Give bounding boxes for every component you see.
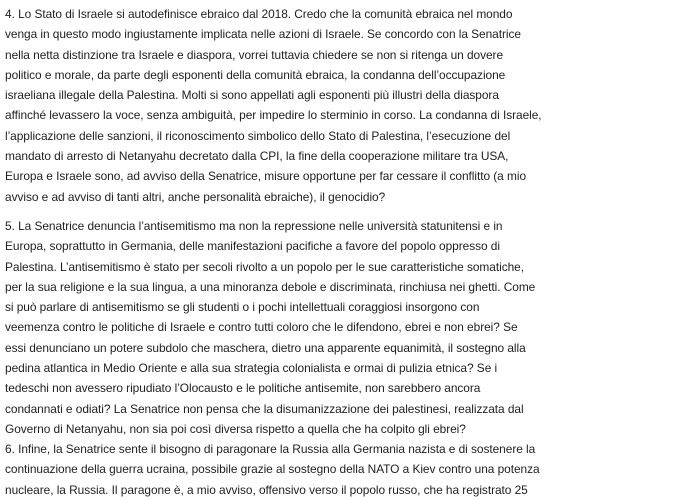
text-line: mandato di arresto di Netanyahu decretato dalla CPI, la fine della cooperazione militare tra USA, [5,149,509,164]
text-line: 5. La Senatrice denuncia l’antisemitismo ma non la repressione nelle università statunitensi e in [5,219,503,233]
paragraph-5 [5,216,677,439]
text-line: per la sua religione e la sua lingua, a una minoranza debole e discriminata, rinchiusa nei ghetti. Come [5,279,536,294]
text-line: nucleare, la Russia. Il paragone è, a mio avviso, offensivo verso il popolo russo, che ha registrato 25 [5,482,528,497]
text-line: veemenza contro le politiche di Israele e contro tutti coloro che le difendono, ebrei e non ebrei? Se [5,320,518,335]
text-line: Europa e Israele sono, ad avviso della Senatrice, misure opportune per far cessare il conflitto (a mio [5,169,527,184]
paragraph-6 [5,439,677,500]
text-line: tedeschi non avessero ripudiato l’Olocausto e le politiche antisemite, non sarebbero ancora [5,381,481,396]
text-line: continuazione della guerra ucraina, possibile grazie al sostegno della NATO a Kiev contro una potenza [5,462,540,477]
text-line: venga in questo modo ingiustamente implicata nelle azioni di Israele. Se concordo con la Senatrice [5,27,521,42]
text-line: 6. Infine, la Senatrice sente il bisogno di paragonare la Russia alla Germania nazista e di sostenere la [5,442,536,456]
text-line: l’applicazione delle sanzioni, il riconoscimento simbolico dello Stato di Palestina, l’esecuzione del [5,128,511,143]
text-line: Governo di Netanyahu, non sia poi così diversa rispetto a quella che ha colpito gli ebrei? [5,421,466,436]
text-line: affinché levassero la voce, senza ambiguità, per impedire lo sterminio in corso. La condanna di Israele, [5,108,542,123]
text-line: Europa, soprattutto in Germania, delle manifestazioni pacifiche a favore del popolo oppresso di [5,239,500,254]
text-line: avviso e ad avviso di tanti altri, anche personalità ebraiche), il genocidio? [5,189,386,204]
text-line: 4. Lo Stato di Israele si autodefinisce ebraico dal 2018. Credo che la comunità ebraica nel mondo [5,7,513,21]
text-line: israeliana illegale della Palestina. Molti si sono appellati agli esponenti più illustri della diaspora [5,88,499,103]
text-line: nella netta distinzione tra Israele e diaspora, vorrei tuttavia chiedere se non si ritenga un dovere [5,47,504,62]
text-line: politico e morale, da parte degli esponenti della comunità ebraica, la condanna dell’occupazione [5,67,506,82]
text-line: si può parlare di antisemitismo se gli studenti o i pochi intellettuali coraggiosi insorgono con [5,300,480,315]
paragraph-4 [5,4,677,207]
text-line: essi denunciano un potere subdolo che maschera, dietro una apparente equanimità, il sostegno alla [5,340,526,355]
text-line: Palestina. L’antisemitismo è stato per secoli rivolto a un popolo per le sue caratteristiche somatiche, [5,259,524,274]
text-line: condannati e odiati? La Senatrice non pensa che la disumanizzazione dei palestinesi, realizzata dal [5,401,524,416]
text-line: pedina atlantica in Medio Oriente e alla sua strategia colonialista e ormai di pulizia etnica? Se i [5,361,498,376]
